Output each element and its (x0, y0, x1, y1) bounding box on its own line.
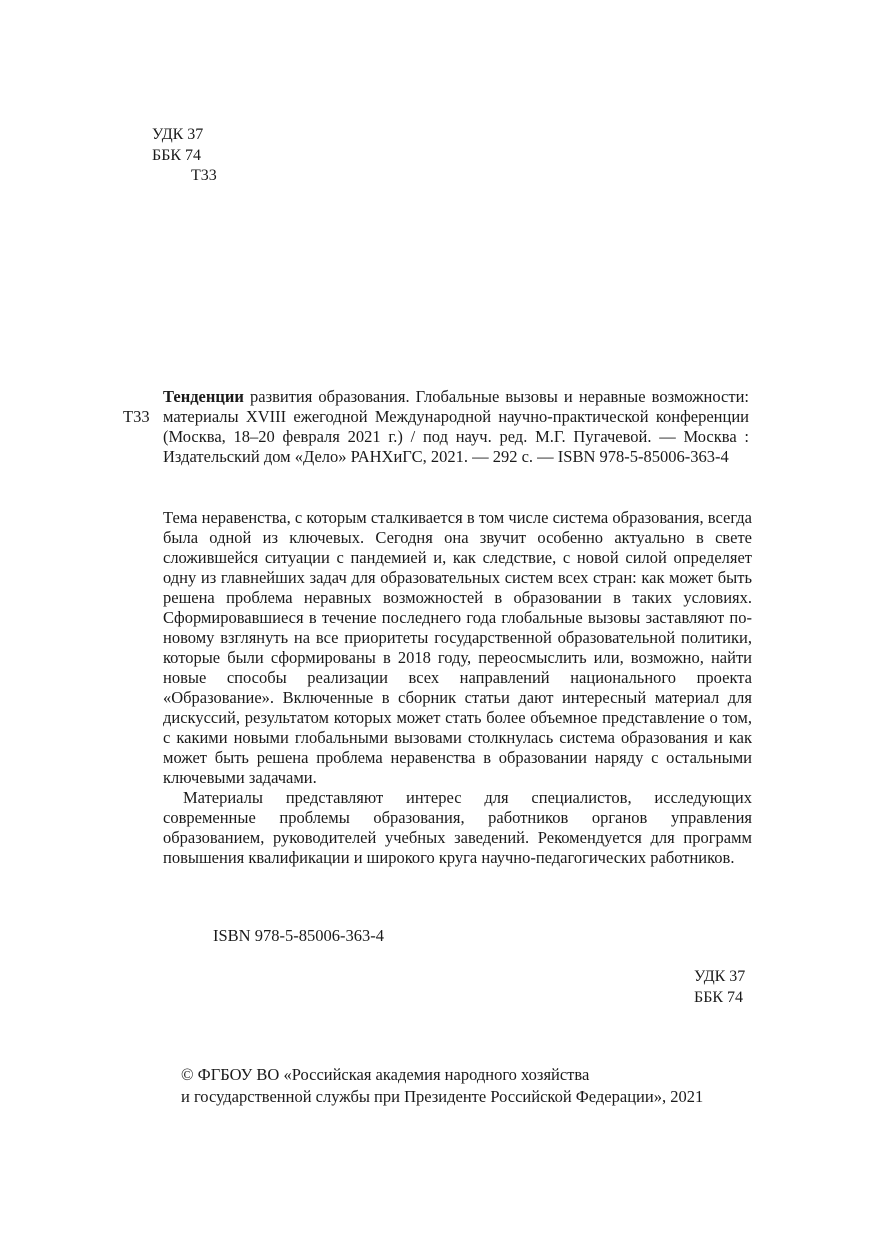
copyright-line-1: © ФГБОУ ВО «Российская академия народного хозяйства (181, 1065, 590, 1084)
copyright (181, 1064, 703, 1108)
annotation-paragraph-1: Тема неравенства, с которым сталкивается в том числе система образования, всегда была одной из ключевых. Сегодня она звучит особенно актуально в свете сложившейся ситуации с пандемией и, как следствие, с новой силой определяет одну из главнейших задач для образовательных систем всех стран: как может быть решена проблема неравных возможностей в образовании в таких условиях. Сформировавшиеся в течение последнего года глобальные вызовы заставляют по-новому взглянуть на все приоритеты государственной образовательной политики, которые были сформированы в 2018 году, переосмыслить или, возможно, найти новые способы реализации всех направлений национального проекта «Образование». Включенные в сборник статьи дают интересный материал для дискуссий, результатом которых может стать более объемное представление о том, с какими новыми глобальными вызовами столкнулась система образования и как может быть решена проблема неравенства в образовании наряду с остальными ключевыми задачами. (163, 508, 752, 787)
footer-udk-code: УДК 37 (694, 968, 746, 985)
annotation-paragraph-2: Материалы представляют интерес для специалистов, исследующих современные проблемы образования, работников органов управления образованием, руководителей учебных заведений. Рекомендуется для программ повышения квалификации и широкого круга научно-педагогических работников. (163, 788, 752, 867)
author-mark: Т33 (191, 167, 217, 184)
footer-bbk-code: ББК 74 (694, 989, 744, 1006)
biblio-author-mark: Т33 (123, 407, 150, 426)
bbk-code: ББК 74 (152, 146, 202, 164)
isbn: ISBN 978-5-85006-363-4 (213, 926, 384, 945)
bibliographic-record (163, 387, 749, 467)
footer-codes (694, 966, 745, 1008)
header-codes (152, 125, 217, 187)
copyright-line-2: и государственной службы при Президенте Российской Федерации», 2021 (181, 1087, 704, 1106)
biblio-title-bold: Тенденции (163, 387, 244, 406)
udk-code: УДК 37 (152, 126, 204, 143)
biblio-text: развития образования. Глобальные вызовы и неравные возможности: материалы XVIII ежегодной Международной научно-практической конференции (Москва, 18–20 февраля 2021 г.) / под науч. ред. М.Г. Пугачевой. — Москва : Издательский дом «Дело» РАНХиГС, 2021. — 292 с. — ISBN 978-5-85006-363-4 (163, 387, 749, 466)
